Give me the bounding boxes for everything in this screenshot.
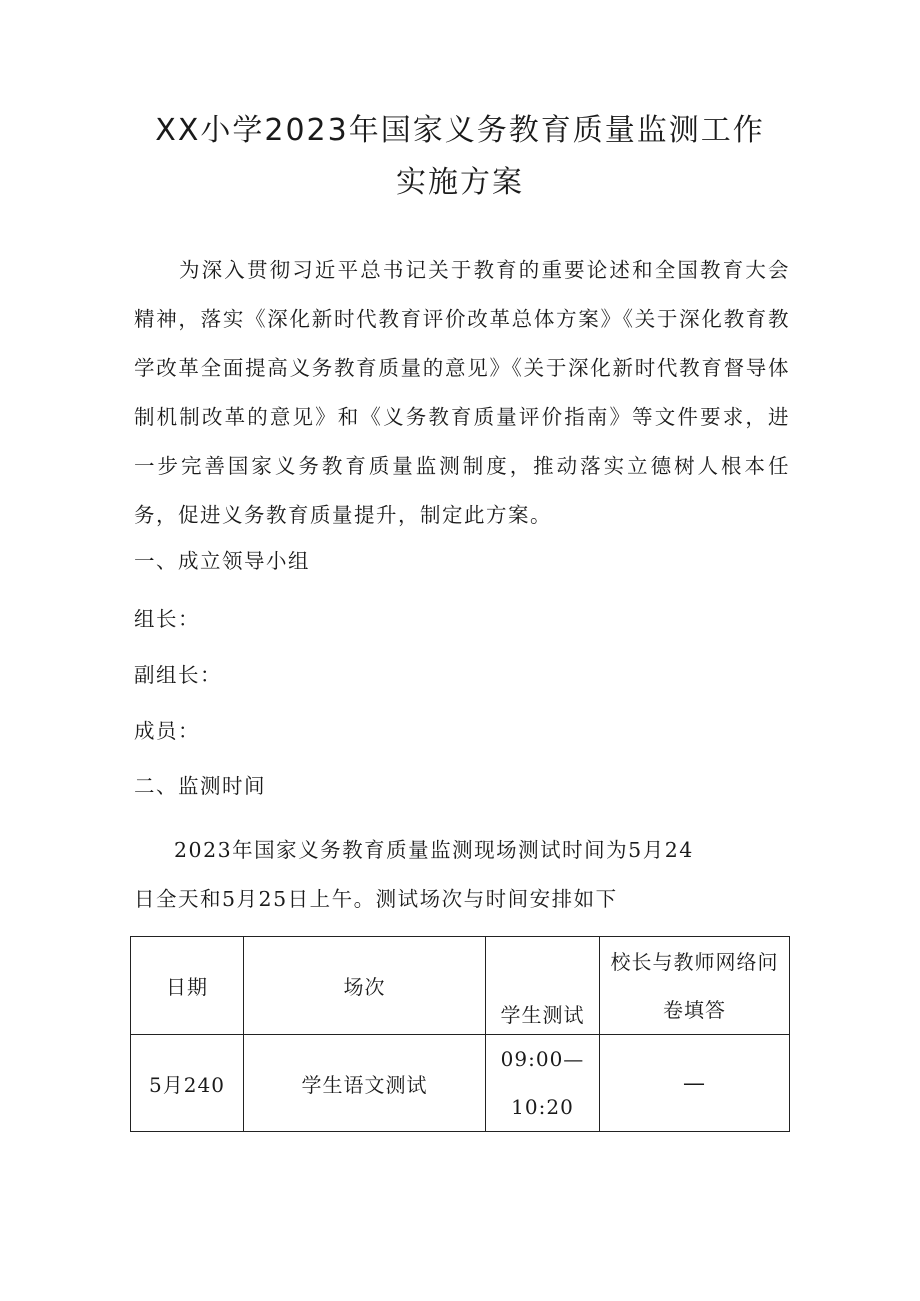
cell-session: 学生语文测试 (244, 1035, 486, 1132)
header-session: 场次 (244, 937, 486, 1035)
intro-paragraph: 为深入贯彻习近平总书记关于教育的重要论述和全国教育大会精神，落实《深化新时代教育评价改革总体方案》《关于深化教育教学改革全面提高义务教育质量的意见》《关于深化新时代教育督导体制机制改革的意见》和《义务教育质量评价指南》等文件要求，进一步完善国家义务教育质量监测制度，推动落实立德树人根本任务，促进义务教育质量提升，制定此方案。 (134, 258, 790, 527)
header-survey-line2: 卷填答 (663, 997, 726, 1022)
document-title-line1: XX小学2023年国家义务教育质量监测工作 (155, 113, 765, 148)
table-header-row (131, 937, 790, 1035)
section2-heading: 二、监测时间 (134, 774, 266, 798)
header-student-test: 学生测试 (486, 937, 600, 1035)
cell-time-line2: 10:20 (511, 1095, 574, 1119)
leader-label: 组长： (134, 607, 200, 631)
cell-date: 5月240 (131, 1035, 244, 1132)
time-paragraph-line2: 日全天和5月25日上午。测试场次与时间安排如下 (134, 887, 618, 911)
header-survey-line1: 校长与教师网络问 (610, 949, 779, 974)
time-paragraph-line1: 2023年国家义务教育质量监测现场测试时间为5月24 (174, 838, 694, 862)
cell-time-line1: 09:00— (500, 1047, 585, 1071)
table-row (131, 1035, 790, 1132)
member-label: 成员： (134, 719, 200, 743)
section1-heading: 一、成立领导小组 (134, 549, 310, 573)
deputy-leader-label: 副组长： (134, 663, 222, 687)
header-date: 日期 (131, 937, 244, 1035)
schedule-table (130, 936, 790, 1132)
cell-time (486, 1035, 600, 1132)
header-survey (600, 937, 790, 1035)
document-title-line2: 实施方案 (396, 165, 524, 200)
cell-survey: — (600, 1035, 790, 1132)
